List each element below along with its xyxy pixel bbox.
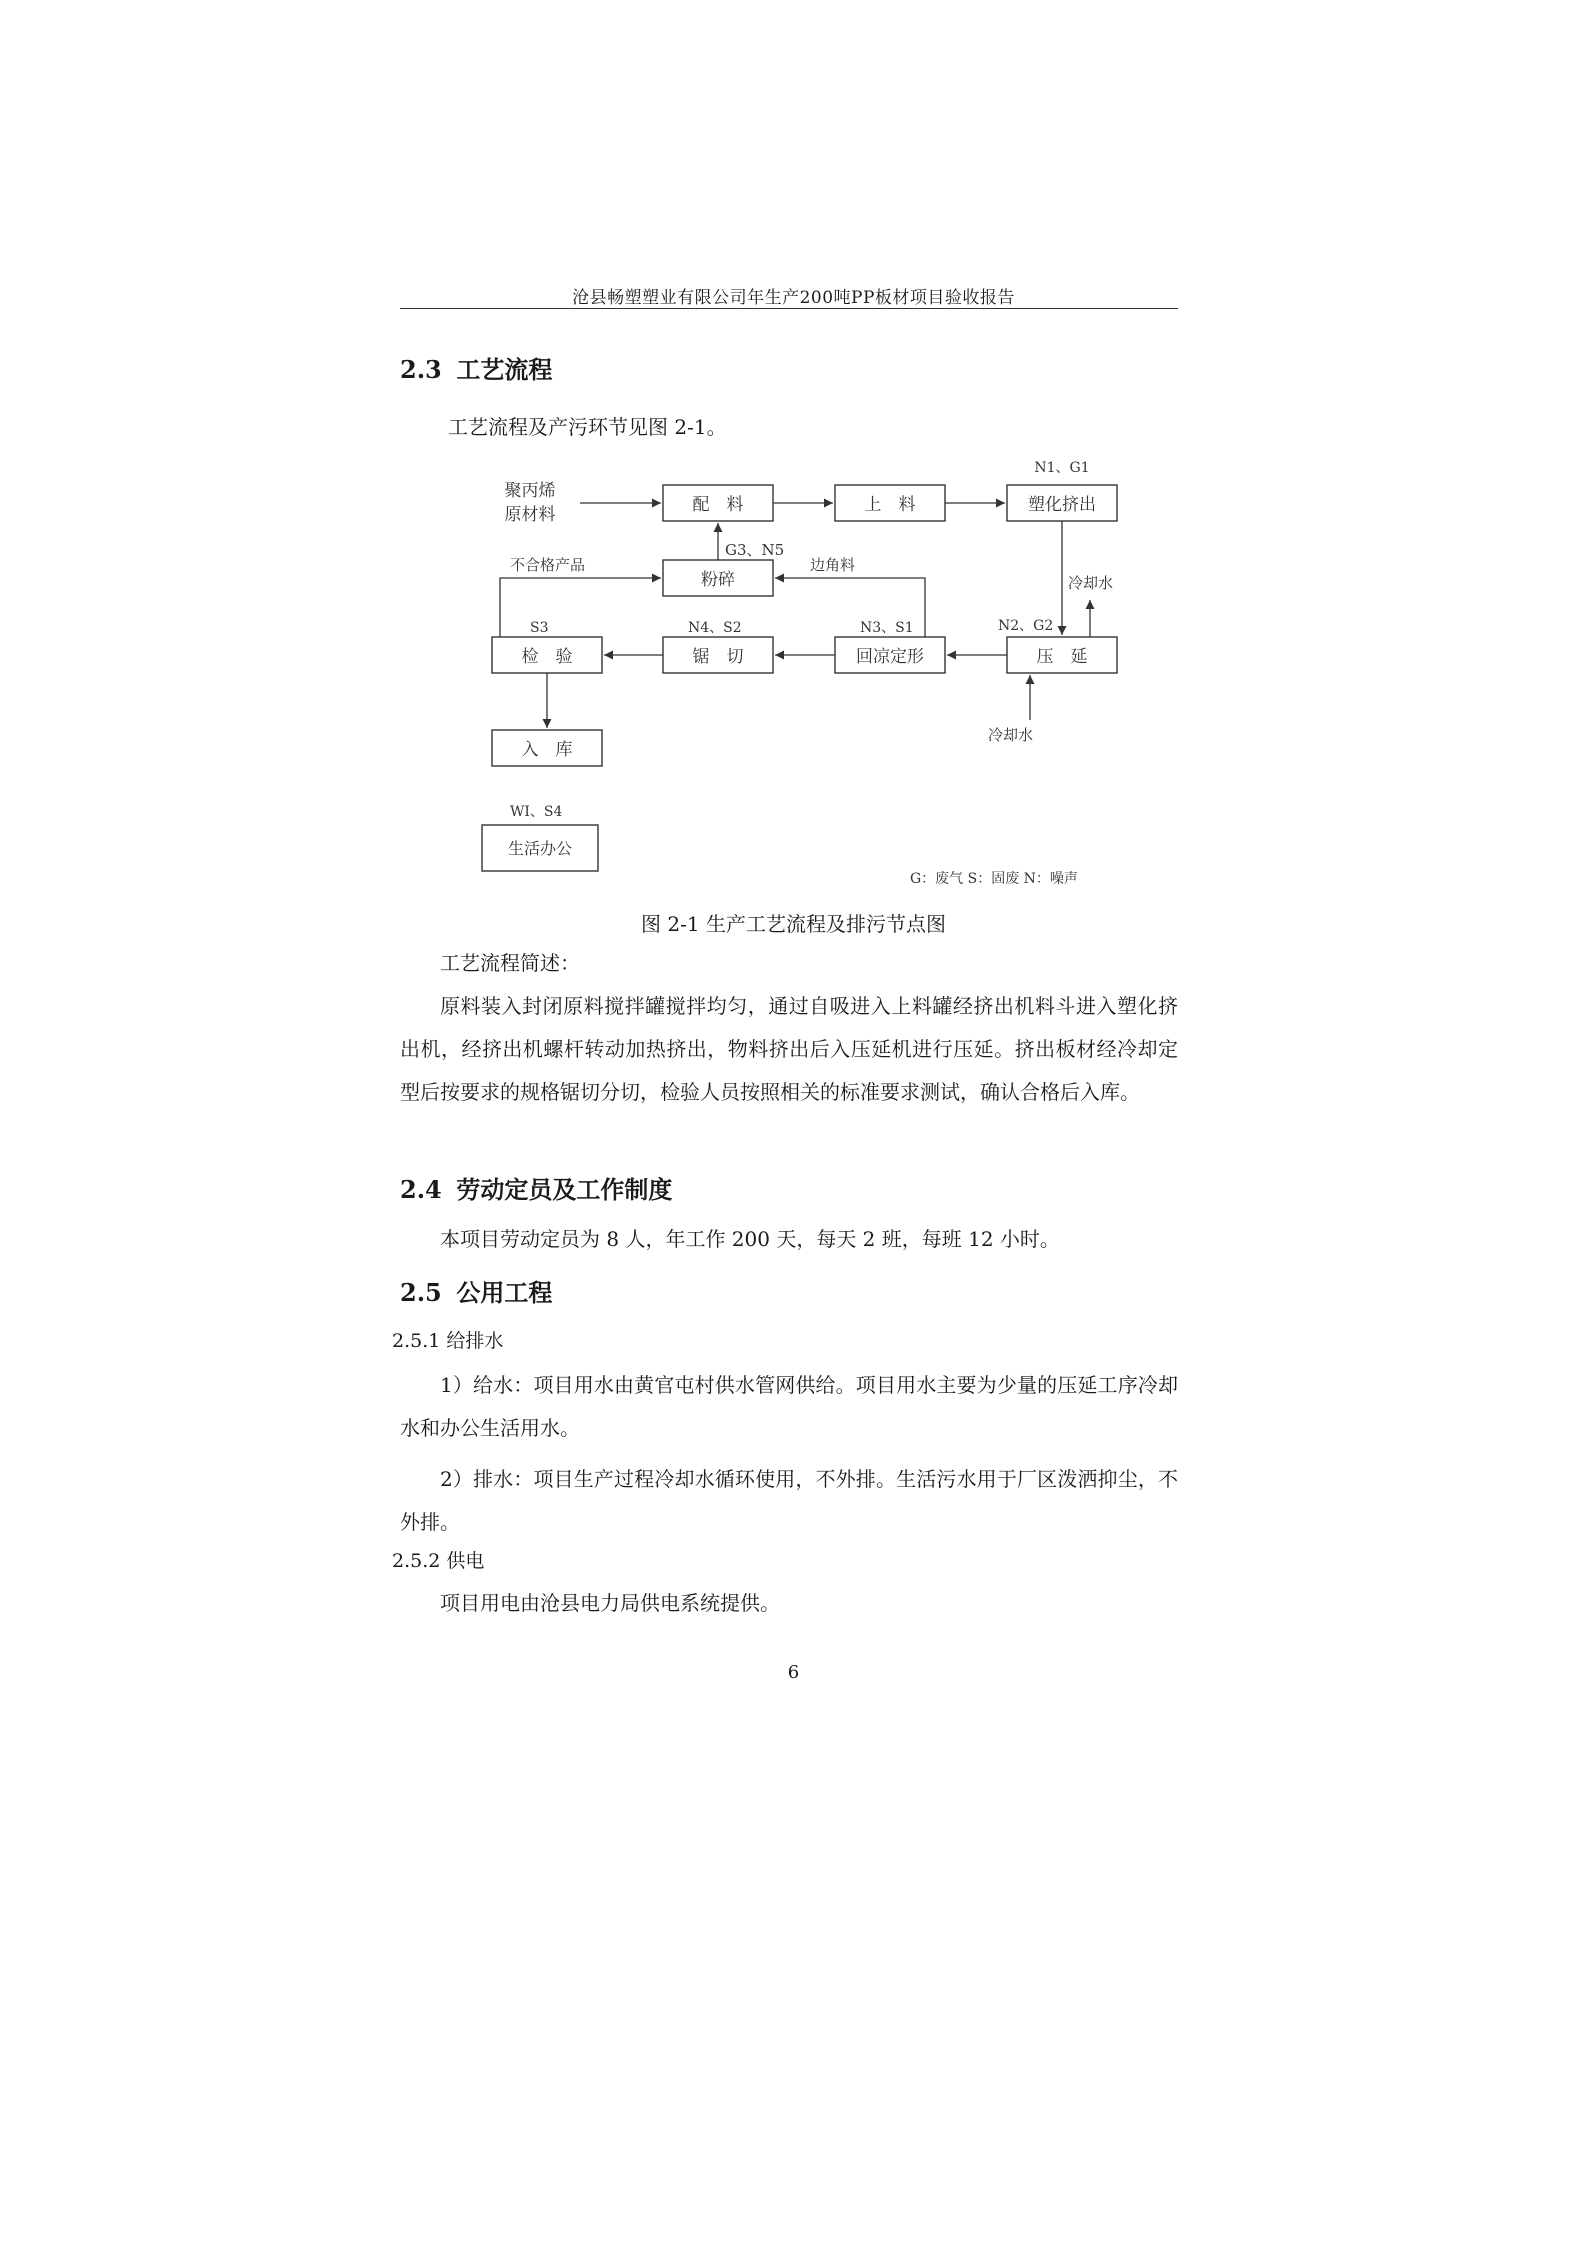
box-suhua-label: 塑化挤出	[1028, 495, 1096, 515]
label-cooling-water-in: 冷却水	[988, 726, 1034, 744]
box-shangliao-label: 上 料	[864, 495, 916, 515]
subsection-2-5-1: 2.5.1 给排水	[392, 1330, 504, 1352]
running-header: 沧县畅塑塑业有限公司年生产200吨PP板材项目验收报告	[572, 288, 1015, 308]
subsection-2-5-2: 2.5.2 供电	[392, 1550, 485, 1572]
diagram-legend: G：废气 S：固废 N：噪声	[910, 871, 1078, 887]
header-rule	[400, 308, 1178, 309]
process-flow-diagram	[470, 450, 1150, 890]
label-reject: 不合格产品	[510, 556, 586, 574]
label-w1s4: WI、S4	[510, 804, 563, 820]
box-yayan-label: 压 延	[1036, 647, 1088, 667]
figure-caption: 图 2-1 生产工艺流程及排污节点图	[641, 912, 946, 936]
section-heading-2-3	[400, 350, 552, 385]
label-n1g1: N1、G1	[1034, 460, 1090, 476]
section-heading-2-5	[400, 1273, 552, 1308]
section-number: 2.5	[400, 1278, 442, 1307]
water-drain-paragraph: 2）排水：项目生产过程冷却水循环使用，不外排。生活污水用于厂区泼洒抑尘，不外排。	[400, 1467, 1178, 1534]
summary-body: 原料装入封闭原料搅拌罐搅拌均匀，通过自吸进入上料罐经挤出机料斗进入塑化挤出机，经挤出机螺杆转动加热挤出，物料挤出后入压延机进行压延。挤出板材经冷却定型后按要求的规格锯切分切，检验人员按照相关的标准要求测试，确认合格后入库。	[400, 994, 1178, 1104]
section-number: 2.3	[400, 355, 442, 384]
section-number: 2.4	[400, 1175, 442, 1204]
box-juqie-label: 锯 切	[692, 647, 744, 667]
intro-paragraph: 工艺流程及产污环节见图 2-1。	[448, 415, 727, 439]
label-cooling-water-out: 冷却水	[1068, 574, 1114, 592]
label-g3n5: G3、N5	[725, 541, 785, 559]
box-shenghuo-label: 生活办公	[507, 839, 573, 858]
labor-paragraph: 本项目劳动定员为 8 人，年工作 200 天，每天 2 班，每班 12 小时。	[440, 1227, 1060, 1251]
label-n2g2: N2、G2	[998, 618, 1054, 634]
summary-title: 工艺流程简述：	[440, 951, 580, 975]
box-ruku-label: 入 库	[521, 740, 573, 760]
label-n4s2: N4、S2	[688, 620, 742, 636]
box-jianyan-label: 检 验	[521, 647, 573, 667]
label-s3: S3	[530, 620, 549, 636]
section-title: 工艺流程	[456, 355, 553, 384]
raw-material-label-1: 聚丙烯	[504, 481, 556, 501]
section-heading-2-4	[400, 1170, 672, 1205]
box-peiliao-label: 配 料	[692, 495, 744, 515]
arrow-reject-fensui	[500, 578, 661, 637]
page-number: 6	[787, 1662, 800, 1683]
box-fensui-label: 粉碎	[701, 570, 735, 590]
label-n3s1: N3、S1	[860, 620, 914, 636]
raw-material-label-2: 原材料	[504, 505, 556, 525]
label-scrap: 边角料	[810, 556, 856, 574]
power-paragraph: 项目用电由沧县电力局供电系统提供。	[440, 1591, 780, 1615]
section-title: 劳动定员及工作制度	[456, 1175, 673, 1204]
section-title: 公用工程	[456, 1278, 553, 1307]
water-supply-paragraph: 1）给水：项目用水由黄官屯村供水管网供给。项目用水主要为少量的压延工序冷却水和办公生活用水。	[400, 1373, 1178, 1440]
box-huiliang-label: 回凉定形	[856, 647, 924, 667]
